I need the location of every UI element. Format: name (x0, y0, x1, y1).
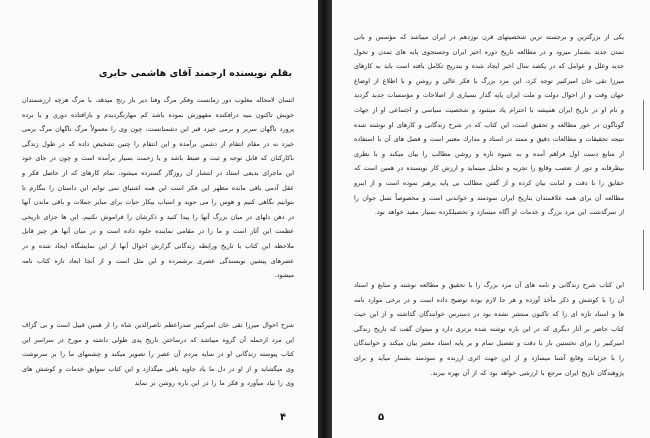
left-paragraph-2 (22, 318, 294, 408)
page-edge-mark (643, 100, 644, 170)
page-edge-mark (643, 230, 644, 290)
right-paragraph-1 (354, 30, 624, 264)
right-paragraph-1-text: يكى از بزرگترين و برجسته ترين شخصيتهاى قرن نوزدهم در ايران ميباشد كه مؤسس و بانى تمدن جديد بشمار ميرود و در مطالعه تاريخ دوره اخير ايران وجستجوى پايه هاى تمدن و تحول جديد وعلل و عوامل كه در يكصد سال اخير ايجاد شده و بتدريج تكامل يافته است بايد به كارهاى ميرزا تقى خان اميركبير توجه كرد، اين مرد بزرگ با فكر عالى و روشن و با اطلاع از اوضاع جهان وقت و از احوال دولت و ملت ايران پايه گذار بسيارى از اصلاحات و مؤسسات جديد گرديد و نام او در تاريخ ايران هميشه با احترام ياد ميشود و شخصيت سياسى و اجتماعى او از جهات گوناگون در خور مطالعه و تحقيق است، اين كتاب كه در شرح زندگانى و كارهاى او نوشته شده نتيجه تحقيقات و مطالعات دقيق و ممتد در اسناد و مدارك معتبر است و فصل هاى آن با استفاده از منابع دست اول فراهم آمده و به شيوه تازه و روشن مطالب را بيان ميكند و با نظرى بيطرفانه و دور از تعصب وقايع را تجزيه و تحليل مينمايد و ارزش كار نويسنده در همين است كه حقايق را با دقت و امانت بيان كرده و از گفتن مطالب بى پايه پرهيز نموده است و از اينرو مطالعه آن براى همه علاقمندان بتاريخ ايران سودمند و خواندنى است و مخصوصاً نسل جوان را از سرگذشت اين مرد بزرگ و خدمات او آگاه ميسازد و تحصيلكرده بسيار مفيد خواهد بود. (354, 33, 624, 217)
left-paragraph-1-text: انسان لامحاله مغلوب دور زمانست وفكر مرگ وفنا دير باز رنج ميدهد، با مرگ هرچه ارزشمندان خويش تاكنون بنيه درافكنده مقهورش نموده باشد كم مهارنگرديدم و بازافتاده دوري و يا برده پرورد ناگهان سربر و برمى خيزد قبر اين دشمنانست، چون وى را معمولاً مرگ ناگهان مرگ برمى خيزد نه در مقام انتقام از دشمن برآمده و اين انتقام را چنين تشخيص داده كه در طول زندگى باكاركنان كه قابل توجه و ثبت و ضبط باشد و با زحمت بسيار برآمده است و چون در جاى خود اين ماجراى بديعى استاد در انتشار آن روزگار گسترده ميشود، تمام كارهاى كه از حاصل فكر و عقل آدمى باقى مانده مظهر اين فكر است اين همه اشتياق نمى توانم اين داستان را بنگارم تا بتوانيم نگاهى كنيم و هوس را مى جويد و اسباب بيكار حيات براى ساير جملات و باقى ماندن آنها در ذهن دلهاى در ميان بزرگ آنها را پيدا كنيد و ذكرشان را فراموش نكنيم، اين ها جزاى تاريخى عظمت اين آثار است و ما را در مقامى نماينده جلوه داده است و در ميان آنها هر چيز قابل ملاحظه اين كتاب با تاريخ ورابطه زندگانى گزارش احوال آنها از اين نمايشگاه ايجاد شده و در عصرهاى پيشين نويسندگى عصرى برشمرده و اين مثل است و از آنجا ابعاد تازه كتاب نامه ميشود. (22, 96, 294, 280)
right-page (332, 0, 650, 438)
left-page (0, 0, 318, 438)
left-page-number: ۴ (280, 412, 287, 423)
book-gutter (318, 0, 332, 438)
left-paragraph-1 (22, 93, 294, 315)
right-paragraph-2 (354, 278, 624, 410)
right-paragraph-2-text: اين كتاب شرح زندگانى و نامه هاى آن مرد بزرگ را با تحقيق و مطالعه نوشته و منابع و اسناد آن را با كوشش و ذكر مأخذ آورده و هر جا لازم بوده توضيح داده است و در برخى موارد نامه ها و اسناد تازه اى را كه تاكنون منتشر نشده بود در دسترس خوانندگان گذاشته و از اين حيث كتاب حاضر بر آثار ديگرى كه در اين باره نوشته شده برترى دارد و ميتوان گفت كه تاريخ زندگى اميركبير را براى نخستين بار با دقت و تفصيل تمام و بر پايه اسناد معتبر بيان ميكند و خوانندگان را با جزئيات وقايع آشنا ميسازد و از اين جهت اثرى ارزنده و سودمند بشمار ميآيد و براى پژوهندگان تاريخ ايران مرجع با ارزشى خواهد بود كه از آن بهره ببرند. (354, 281, 624, 377)
article-title: بقلم نويسنده ارجمند آقاى هاشمى حايرى (98, 68, 292, 79)
right-page-number: ۵ (378, 412, 385, 423)
left-paragraph-2-text: شرح احوال ميرزا تقى خان اميركبير صدراعظم ناصرالدين شاه را از همين قبيل است و بى گزاف اين مرد ازجمله آن گروه ميباشد كه درساختن تاريخ پدى طولى داشته و مورخ در سراسر اين كتاب پيوسته زندگانى او در سايه مردم آن عصر را تصوير ميكند و چشمهاى ما را بر سرنوشت وى ميگشايد و از او در دل ما ياد جاويد باقى ميگذارد و اين كتاب سوابق خدمات و كوشش هاى وى را بياد ميآورد و فكر ما را در اين باره روشن تر نمايد (22, 321, 294, 388)
